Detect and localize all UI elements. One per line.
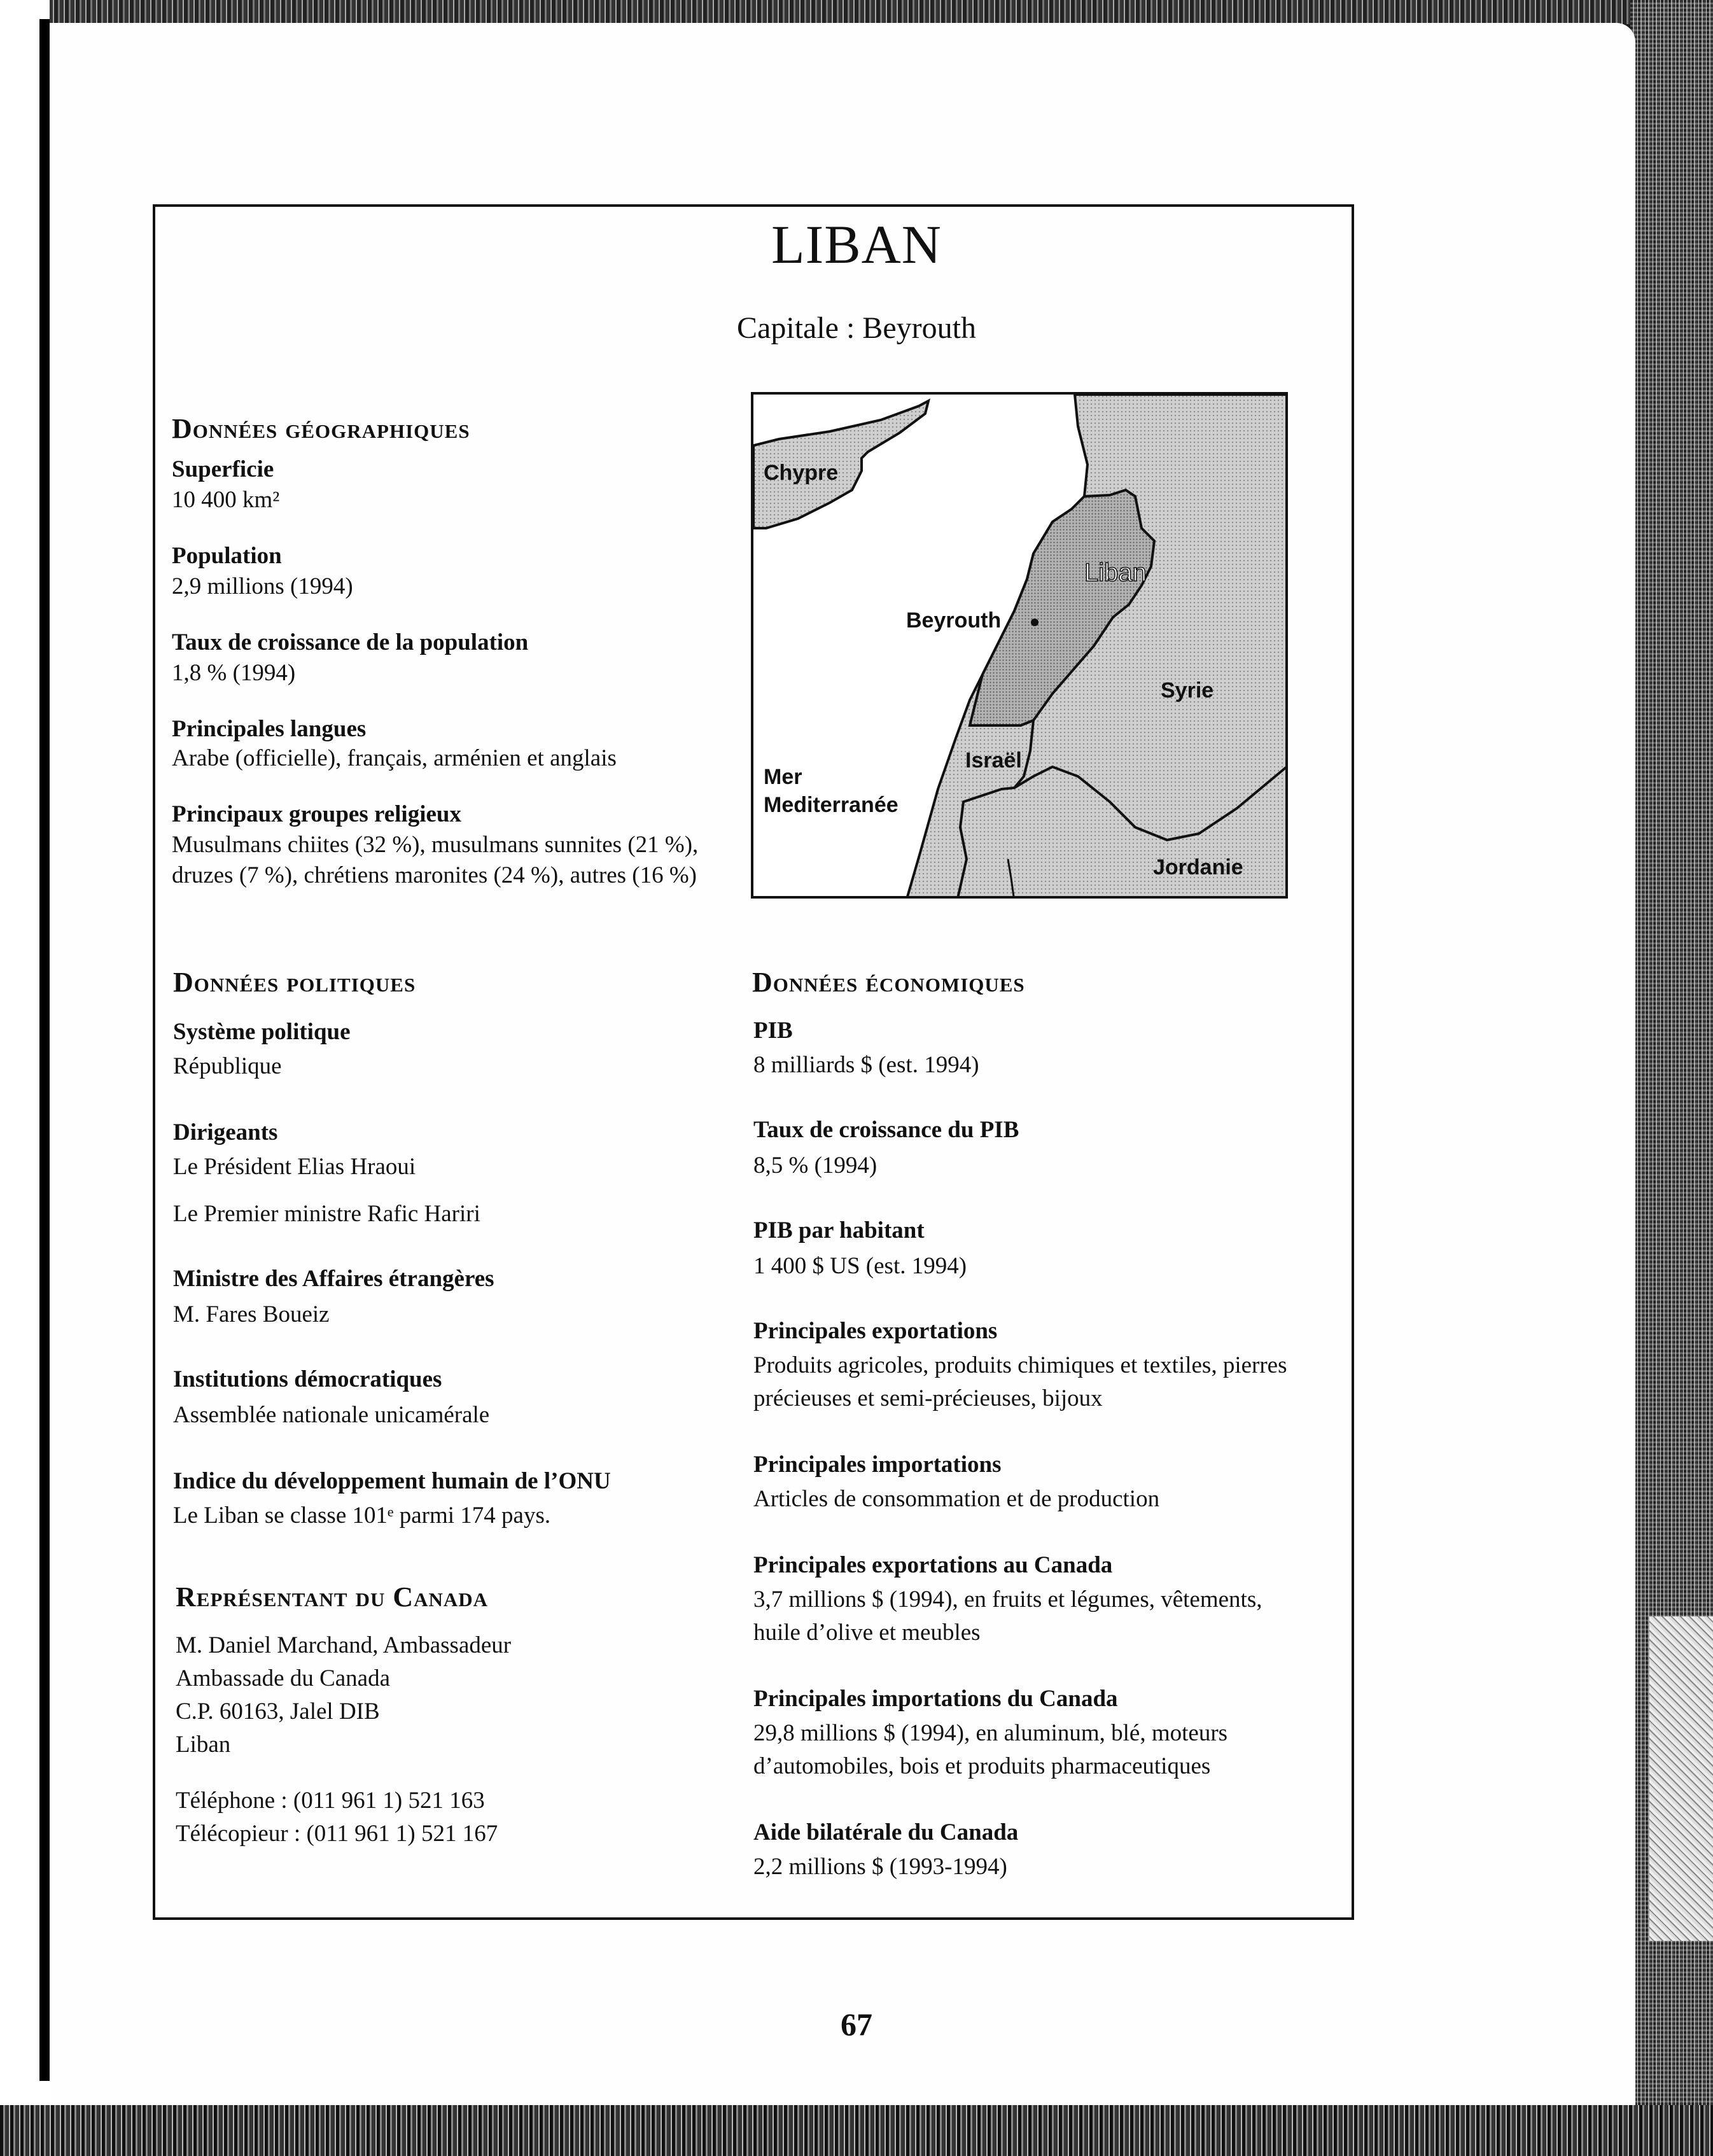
eco-heading: Données économiques	[752, 967, 1025, 998]
eco-exportations-label: Principales exportations	[753, 1318, 998, 1344]
rep-address-line3: C.P. 60163, Jalel DIB	[176, 1698, 380, 1725]
rep-address-line1: M. Daniel Marchand, Ambassadeur	[176, 1632, 512, 1658]
map-label-mediterranee: Mediterranée	[764, 793, 898, 817]
eco-export-canada-label: Principales exportations au Canada	[753, 1552, 1113, 1578]
pol-dirigeants-label: Dirigeants	[173, 1119, 278, 1145]
page-title: LIBAN	[771, 214, 942, 275]
eco-pib-habitant-value: 1 400 $ US (est. 1994)	[753, 1253, 967, 1279]
map-label-mer: Mer	[764, 765, 802, 789]
mainland-shape	[906, 395, 1288, 899]
pol-indice-value: Le Liban se classe 101ᵉ parmi 174 pays.	[173, 1502, 551, 1529]
geo-langues-value: Arabe (officielle), français, arménien et anglais	[172, 745, 617, 771]
eco-pib-value: 8 milliards $ (est. 1994)	[753, 1052, 979, 1078]
pol-systeme-value: République	[173, 1053, 282, 1079]
map-label-israel: Israël	[965, 748, 1022, 773]
geo-superficie-label: Superficie	[172, 456, 274, 482]
pol-systeme-label: Système politique	[173, 1019, 351, 1045]
page-number: 67	[841, 2006, 872, 2042]
pol-dirigeants-value1: Le Président Elias Hraoui	[173, 1154, 416, 1180]
pol-ministre-label: Ministre des Affaires étrangères	[173, 1266, 494, 1292]
rep-heading: Représentant du Canada	[176, 1581, 489, 1613]
pol-heading: Données politiques	[173, 967, 416, 998]
geo-population-label: Population	[172, 543, 282, 569]
eco-croissance-value: 8,5 % (1994)	[753, 1152, 877, 1179]
geo-religions-value-line2: druzes (7 %), chrétiens maronites (24 %), autres (16 %)	[172, 862, 697, 888]
map-label-beyrouth: Beyrouth	[906, 608, 1002, 633]
scan-border-right-light	[1649, 1616, 1713, 1941]
pol-dirigeants-value2: Le Premier ministre Rafic Hariri	[173, 1201, 480, 1227]
pol-institutions-label: Institutions démocratiques	[173, 1366, 442, 1392]
eco-import-canada-value-line1: 29,8 millions $ (1994), en aluminum, blé, moteurs	[753, 1720, 1228, 1746]
eco-croissance-label: Taux de croissance du PIB	[753, 1117, 1019, 1143]
geo-croissance-value: 1,8 % (1994)	[172, 660, 296, 686]
geo-religions-value-line1: Musulmans chiites (32 %), musulmans sunnites (21 %),	[172, 832, 699, 858]
rep-address-line4: Liban	[176, 1732, 231, 1758]
pol-indice-label: Indice du développement humain de l’ONU	[173, 1468, 611, 1494]
geo-croissance-label: Taux de croissance de la population	[172, 629, 529, 655]
eco-exportations-value-line2: précieuses et semi-précieuses, bijoux	[753, 1385, 1103, 1411]
eco-importations-value: Articles de consommation et de production	[753, 1486, 1160, 1512]
beyrouth-marker	[1031, 619, 1038, 626]
eco-export-canada-value-line1: 3,7 millions $ (1994), en fruits et légumes, vêtements,	[753, 1586, 1262, 1613]
map-label-jordanie: Jordanie	[1153, 855, 1243, 879]
scan-border-top	[0, 0, 1713, 24]
map-label-liban: Liban	[1084, 559, 1147, 587]
eco-pib-label: PIB	[753, 1018, 793, 1044]
geo-religions-label: Principaux groupes religieux	[172, 801, 461, 827]
rep-telephone: Téléphone : (011 961 1) 521 163	[176, 1788, 485, 1814]
map-label-chypre: Chypre	[764, 461, 839, 485]
scan-border-bottom	[0, 2105, 1713, 2156]
eco-pib-habitant-label: PIB par habitant	[753, 1217, 925, 1243]
eco-import-canada-value-line2: d’automobiles, bois et produits pharmaceutiques	[753, 1753, 1211, 1779]
rep-telecopieur: Télécopieur : (011 961 1) 521 167	[176, 1821, 498, 1847]
geo-population-value: 2,9 millions (1994)	[172, 573, 353, 599]
pol-ministre-value: M. Fares Boueiz	[173, 1301, 330, 1327]
capital-line: Capitale : Beyrouth	[737, 311, 976, 345]
pol-institutions-value: Assemblée nationale unicamérale	[173, 1402, 490, 1428]
eco-export-canada-value-line2: huile d’olive et meubles	[753, 1620, 981, 1646]
eco-exportations-value-line1: Produits agricoles, produits chimiques et textiles, pierres	[753, 1352, 1287, 1378]
geo-superficie-value: 10 400 km²	[172, 487, 280, 513]
geo-langues-label: Principales langues	[172, 716, 367, 742]
rep-address-line2: Ambassade du Canada	[176, 1665, 391, 1691]
eco-aide-label: Aide bilatérale du Canada	[753, 1819, 1019, 1845]
geo-heading: Données géographiques	[172, 413, 470, 444]
eco-import-canada-label: Principales importations du Canada	[753, 1686, 1118, 1712]
map-label-syrie: Syrie	[1161, 678, 1214, 703]
eco-importations-label: Principales importations	[753, 1452, 1002, 1478]
region-map	[751, 392, 1288, 899]
eco-aide-value: 2,2 millions $ (1993-1994)	[753, 1854, 1007, 1880]
